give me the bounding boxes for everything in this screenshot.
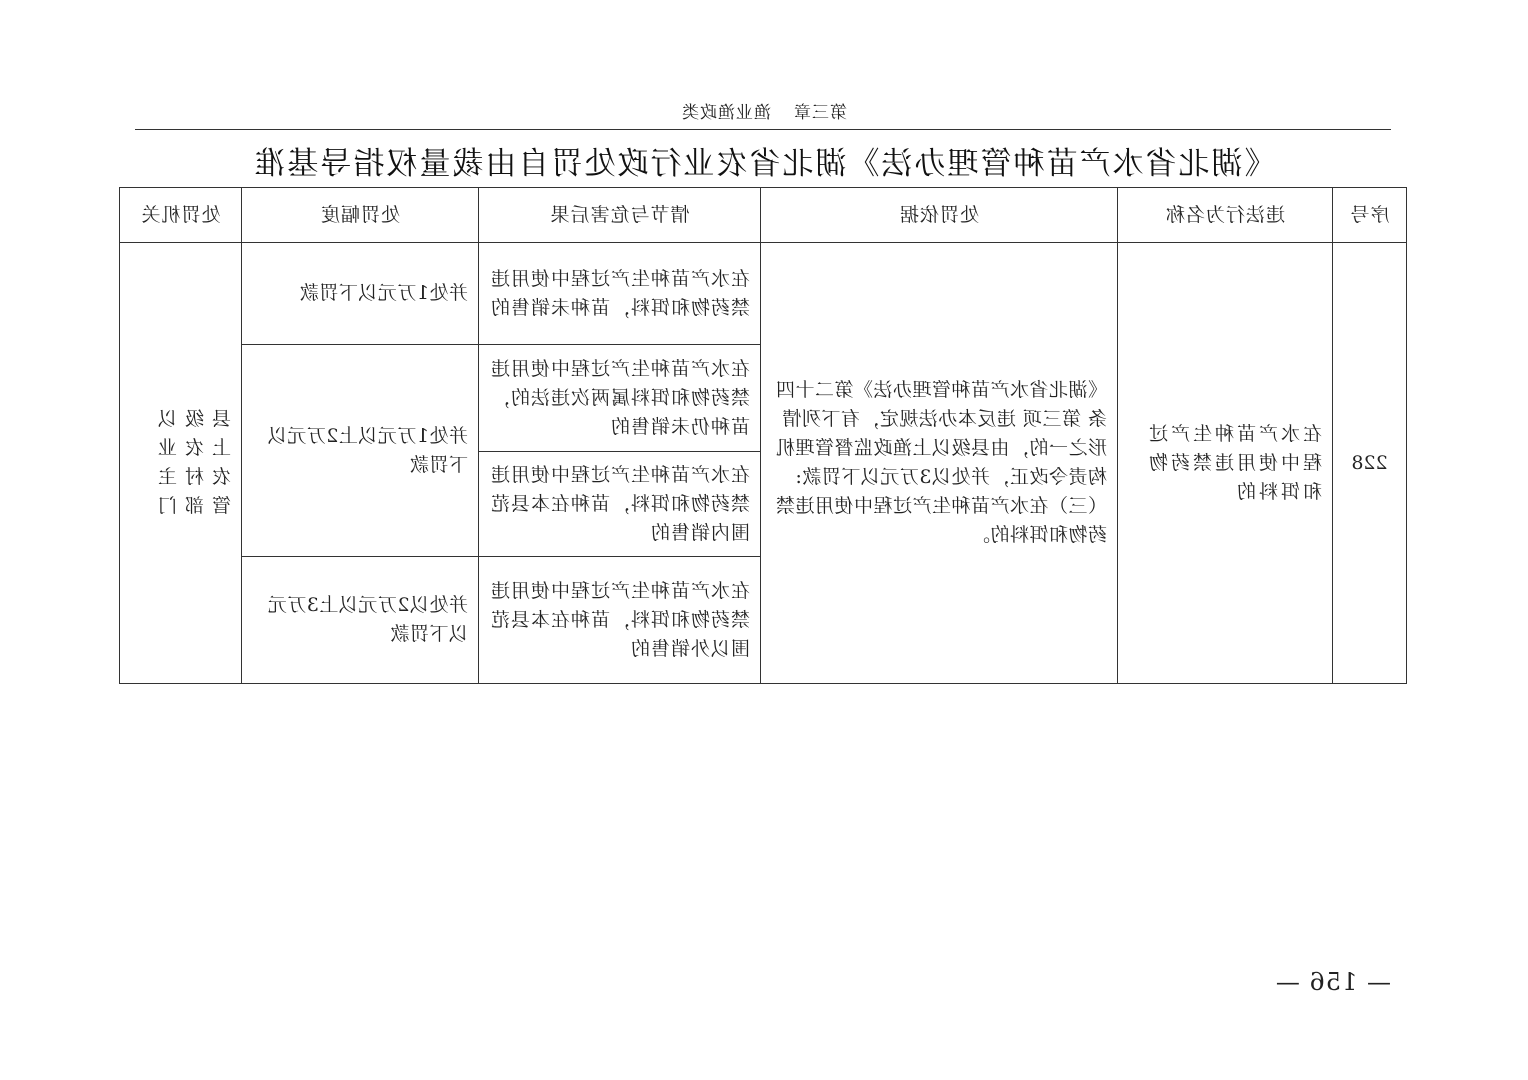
circumstance-cell: 在水产苗种生产过程中使用违禁药物和饵料，苗种未销售的 — [479, 243, 761, 345]
violation-name-cell: 在水产苗种生产过程中使用违禁药物和饵料的 — [1118, 243, 1333, 684]
running-header — [0, 98, 1528, 123]
chapter-label: 第三章 — [793, 103, 847, 123]
penalty-cell: 并处1万元以下罚款 — [242, 243, 479, 345]
circumstance-cell: 在水产苗种生产过程中使用违禁药物和饵料，苗种在本县范围以外销售的 — [479, 557, 761, 684]
circumstance-cell: 在水产苗种生产过程中使用违禁药物和饵料属两次违法的，苗种仍未销售的 — [479, 345, 761, 452]
table-header-row — [120, 188, 1407, 243]
column-header-violation: 违法行为名称 — [1118, 188, 1333, 243]
page-number: — 156 — — [1274, 968, 1391, 996]
penalty-cell: 并处以2万元以上3万元以下罚款 — [242, 557, 479, 684]
column-header-circumstances: 情节与危害后果 — [479, 188, 761, 243]
column-header-authority: 处罚机关 — [120, 188, 242, 243]
header-rule — [135, 129, 1391, 130]
legal-basis-cell: 《湖北省水产苗种管理办法》第二十四条 第三项 违反本办法规定，有下列情形之一的，由县级以上渔政监督管理机构责令改正，并处以3万元以下罚款:（三）在水产苗种生产过程中使用违禁药物和饵料的。 — [761, 243, 1118, 684]
category-label: 渔业渔政类 — [681, 103, 771, 123]
table-row — [120, 243, 1407, 345]
column-header-no: 序号 — [1333, 188, 1407, 243]
circumstance-cell: 在水产苗种生产过程中使用违禁药物和饵料，苗种在本县范围内销售的 — [479, 452, 761, 557]
authority-cell: 县级以上农业农村主管部门 — [120, 243, 242, 684]
column-header-basis: 处罚依据 — [761, 188, 1118, 243]
penalty-cell: 并处1万元以上2万元以下罚款 — [242, 345, 479, 557]
document-title: 《湖北省水产苗种管理办法》湖北省农业行政处罚自由裁量权指导基准 — [252, 146, 1276, 182]
row-number-cell: 228 — [1333, 243, 1407, 684]
penalty-standard-table — [119, 187, 1407, 684]
column-header-penalty: 处罚幅度 — [242, 188, 479, 243]
